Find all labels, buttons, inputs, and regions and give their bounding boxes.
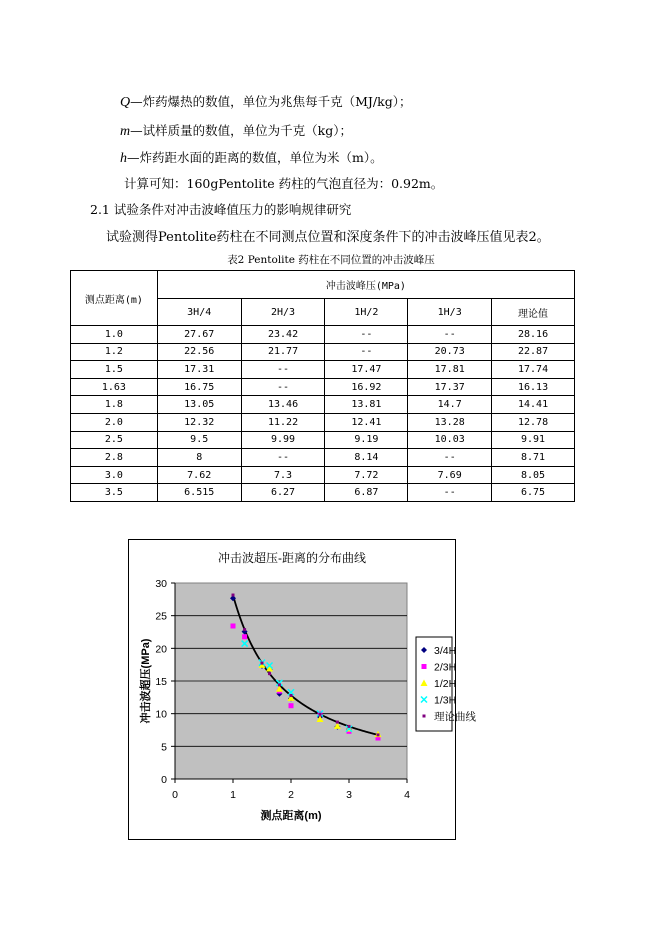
value-cell: 23.42 <box>241 326 325 344</box>
value-cell: 6.27 <box>241 484 325 502</box>
value-cell: 9.5 <box>157 431 241 449</box>
data-point <box>289 703 294 708</box>
value-cell: 9.19 <box>325 431 408 449</box>
legend-label: 理论曲线 <box>434 711 476 723</box>
column-header: 理论值 <box>492 299 575 326</box>
data-point <box>232 594 235 597</box>
value-cell: 16.13 <box>492 378 575 396</box>
paragraph: 试验测得Pentolite药柱在不同测点位置和深度条件下的冲击波峰压值见表2。 <box>106 230 550 245</box>
value-cell: 28.16 <box>492 326 575 344</box>
y-tick-label: 30 <box>155 578 167 590</box>
table-row <box>71 361 575 379</box>
value-cell: 12.78 <box>492 413 575 431</box>
data-point <box>278 683 281 686</box>
column-header: 1H/3 <box>408 299 492 326</box>
value-cell: 10.03 <box>408 431 492 449</box>
distance-cell: 3.0 <box>71 466 158 484</box>
data-point <box>348 725 351 728</box>
data-point <box>243 628 246 631</box>
row-header-cell: 测点距离(m) <box>71 271 158 326</box>
value-cell: -- <box>408 449 492 467</box>
definition-h-text: —炸药距水面的距离的数值，单位为米（m）。 <box>127 150 383 165</box>
value-cell: 17.31 <box>157 361 241 379</box>
value-cell: 12.32 <box>157 413 241 431</box>
value-cell: 14.7 <box>408 396 492 414</box>
y-tick-label: 5 <box>161 741 167 754</box>
value-cell: 6.87 <box>325 484 408 502</box>
data-point <box>319 713 322 716</box>
column-header: 2H/3 <box>241 299 325 326</box>
symbol-h: h <box>120 151 127 166</box>
data-point <box>290 694 293 697</box>
value-cell: 17.47 <box>325 361 408 379</box>
data-point <box>268 672 271 675</box>
y-tick-label: 15 <box>155 676 167 688</box>
x-tick-label: 3 <box>346 789 352 801</box>
chart-container <box>128 539 476 840</box>
value-cell: 16.92 <box>325 378 408 396</box>
distance-cell: 2.0 <box>71 413 158 431</box>
value-cell: 8.05 <box>492 466 575 484</box>
value-cell: 11.22 <box>241 413 325 431</box>
group-header-cell: 冲击波峰压(MPa) <box>157 271 574 299</box>
value-cell: 14.41 <box>492 396 575 414</box>
legend-label: 2/3H <box>434 661 457 674</box>
distance-cell: 1.2 <box>71 343 158 361</box>
distance-cell: 1.8 <box>71 396 158 414</box>
symbol-q: Q <box>120 95 131 110</box>
value-cell: 7.3 <box>241 466 325 484</box>
definition-h <box>120 148 383 167</box>
x-axis-label: 测点距离(m) <box>260 810 322 822</box>
y-axis-label: 冲击波超压(MPa) <box>140 638 152 724</box>
section-heading: 2.1 试验条件对冲击波峰值压力的影响规律研究 <box>90 202 352 217</box>
x-tick-label: 2 <box>288 789 294 801</box>
value-cell: -- <box>241 361 325 379</box>
legend-marker <box>423 715 426 718</box>
chart-title: 冲击波超压-距离的分布曲线 <box>218 551 366 565</box>
y-tick-label: 20 <box>155 643 167 656</box>
value-cell: 8 <box>157 449 241 467</box>
data-point <box>377 733 380 736</box>
value-cell: 13.05 <box>157 396 241 414</box>
data-point <box>231 623 236 628</box>
value-cell: 7.72 <box>325 466 408 484</box>
definition-q-text: —炸药爆热的数值，单位为兆焦每千克（MJ/kg）； <box>130 94 412 109</box>
value-cell: 21.77 <box>241 343 325 361</box>
definition-m <box>120 121 352 140</box>
table-row <box>71 466 575 484</box>
value-cell: 13.81 <box>325 396 408 414</box>
value-cell: 22.56 <box>157 343 241 361</box>
definition-q <box>120 92 411 111</box>
value-cell: -- <box>325 326 408 344</box>
y-tick-label: 10 <box>155 708 167 721</box>
distance-cell: 1.0 <box>71 326 158 344</box>
value-cell: 9.91 <box>492 431 575 449</box>
x-tick-label: 0 <box>172 789 178 801</box>
value-cell: 8.71 <box>492 449 575 467</box>
distance-cell: 3.5 <box>71 484 158 502</box>
legend-marker <box>422 664 427 669</box>
value-cell: 6.515 <box>157 484 241 502</box>
value-cell: 13.28 <box>408 413 492 431</box>
x-tick-label: 4 <box>404 789 410 801</box>
data-point <box>336 721 339 724</box>
symbol-m: m <box>120 124 131 139</box>
value-cell: 17.74 <box>492 361 575 379</box>
y-tick-label: 25 <box>155 610 167 623</box>
value-cell: 17.81 <box>408 361 492 379</box>
table-row <box>71 378 575 396</box>
table-row <box>71 396 575 414</box>
table-header-row <box>71 271 575 299</box>
value-cell: -- <box>408 326 492 344</box>
scatter-chart <box>129 540 476 839</box>
value-cell: 20.73 <box>408 343 492 361</box>
table-row <box>71 449 575 467</box>
value-cell: 12.41 <box>325 413 408 431</box>
data-point <box>242 634 247 639</box>
calc-result: 计算可知：160gPentolite 药柱的气泡直径为：0.92m。 <box>124 176 444 191</box>
legend-label: 1/3H <box>434 694 457 707</box>
value-cell: 9.99 <box>241 431 325 449</box>
value-cell: 22.87 <box>492 343 575 361</box>
column-header: 1H/2 <box>325 299 408 326</box>
legend-label: 3/4H <box>434 645 457 657</box>
value-cell: 7.62 <box>157 466 241 484</box>
value-cell: -- <box>241 378 325 396</box>
value-cell: 7.69 <box>408 466 492 484</box>
table-row <box>71 413 575 431</box>
distance-cell: 1.5 <box>71 361 158 379</box>
value-cell: 6.75 <box>492 484 575 502</box>
x-tick-label: 1 <box>230 789 236 801</box>
distance-cell: 2.5 <box>71 431 158 449</box>
table-row <box>71 484 575 502</box>
value-cell: -- <box>325 343 408 361</box>
value-cell: 17.37 <box>408 378 492 396</box>
distance-cell: 2.8 <box>71 449 158 467</box>
value-cell: 16.75 <box>157 378 241 396</box>
table-caption: 表2 Pentolite 药柱在不同位置的冲击波峰压 <box>227 254 435 266</box>
legend-label: 1/2H <box>434 678 457 690</box>
table-row <box>71 326 575 344</box>
value-cell: -- <box>408 484 492 502</box>
data-point <box>261 662 264 665</box>
column-header: 3H/4 <box>157 299 241 326</box>
value-cell: 13.46 <box>241 396 325 414</box>
value-cell: 27.67 <box>157 326 241 344</box>
definition-m-text: —试样质量的数值，单位为千克（kg）； <box>130 123 352 138</box>
table-row <box>71 343 575 361</box>
y-tick-label: 0 <box>161 774 167 786</box>
table-row <box>71 431 575 449</box>
value-cell: 8.14 <box>325 449 408 467</box>
distance-cell: 1.63 <box>71 378 158 396</box>
data-table <box>70 270 575 502</box>
value-cell: -- <box>241 449 325 467</box>
